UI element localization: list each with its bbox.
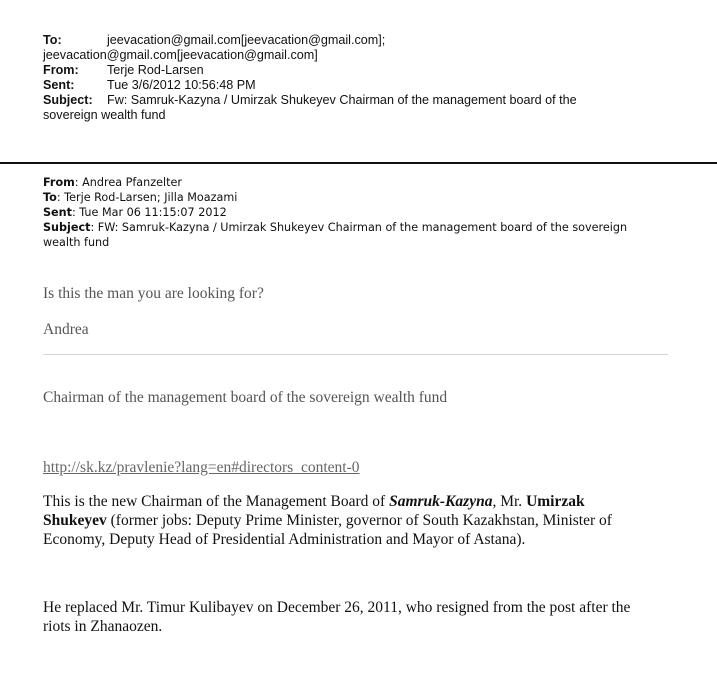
sent-row [43, 78, 577, 93]
company-name: Samruk-Kazyna [389, 493, 493, 510]
to-value: jeevacation@gmail.com[jeevacation@gmail.com]; [107, 33, 386, 47]
to-label: To: [43, 33, 62, 47]
paragraph-replacement [43, 598, 683, 636]
subject-value: Fw: Samruk-Kazyna / Umirzak Shukeyev Chairman of the management board of the [107, 93, 577, 107]
fwd-to-label: To [43, 191, 57, 204]
fwd-subject-value: : FW: Samruk-Kazyna / Umirzak Shukeyev Chairman of the management board of the sovereign [90, 221, 628, 234]
para1-text-d: Economy, Deputy Head of Presidential Administration and Mayor of Astana). [43, 531, 526, 548]
to-value-continued: jeevacation@gmail.com[jeevacation@gmail.com] [43, 48, 318, 62]
outer-email-header [43, 33, 577, 123]
divider-rule [43, 354, 668, 355]
fwd-from-label: From [43, 176, 75, 189]
fwd-to-row [43, 190, 627, 205]
fwd-from-row [43, 175, 627, 190]
forwarded-email-header [43, 175, 627, 250]
person-first-name: Umirzak [526, 493, 585, 510]
person-last-name: Shukeyev [43, 512, 107, 529]
fwd-subject-row [43, 220, 627, 235]
subject-value-continued: sovereign wealth fund [43, 108, 166, 122]
subject-row [43, 93, 577, 108]
para1-text-b: , Mr. [492, 493, 527, 510]
sent-value: Tue 3/6/2012 10:56:48 PM [107, 78, 256, 92]
fwd-from-value: : Andrea Pfanzelter [74, 176, 182, 189]
from-row [43, 63, 577, 78]
fwd-to-value: : Terje Rod-Larsen; Jilla Moazami [56, 191, 238, 204]
fwd-sent-row [43, 205, 627, 220]
fwd-sent-value: : Tue Mar 06 11:15:07 2012 [71, 206, 227, 219]
para2-line2: riots in Zhanaozen. [43, 618, 163, 635]
subject-label: Subject: [43, 93, 93, 107]
source-link[interactable]: http://sk.kz/pravlenie?lang=en#directors_content-0 [43, 459, 360, 476]
sent-label: Sent: [43, 78, 75, 92]
para1-text-a: This is the new Chairman of the Management Board of [43, 493, 390, 510]
fwd-subject-label: Subject [43, 221, 91, 234]
fwd-sent-label: Sent [43, 206, 72, 219]
from-label: From: [43, 63, 79, 77]
question-text: Is this the man you are looking for? [43, 285, 264, 302]
fwd-subject-continued: wealth fund [43, 236, 110, 249]
to-row [43, 33, 577, 48]
paragraph-chairman [43, 492, 683, 549]
para2-line1: He replaced Mr. Timur Kulibayev on December 26, 2011, who resigned from the post after the [43, 599, 631, 616]
article-title: Chairman of the management board of the sovereign wealth fund [43, 389, 448, 406]
para1-text-c: (former jobs: Deputy Prime Minister, governor of South Kazakhstan, Minister of [106, 512, 612, 529]
from-value: Terje Rod-Larsen [107, 63, 204, 77]
signature-text: Andrea [43, 321, 89, 338]
header-separator [0, 162, 717, 164]
